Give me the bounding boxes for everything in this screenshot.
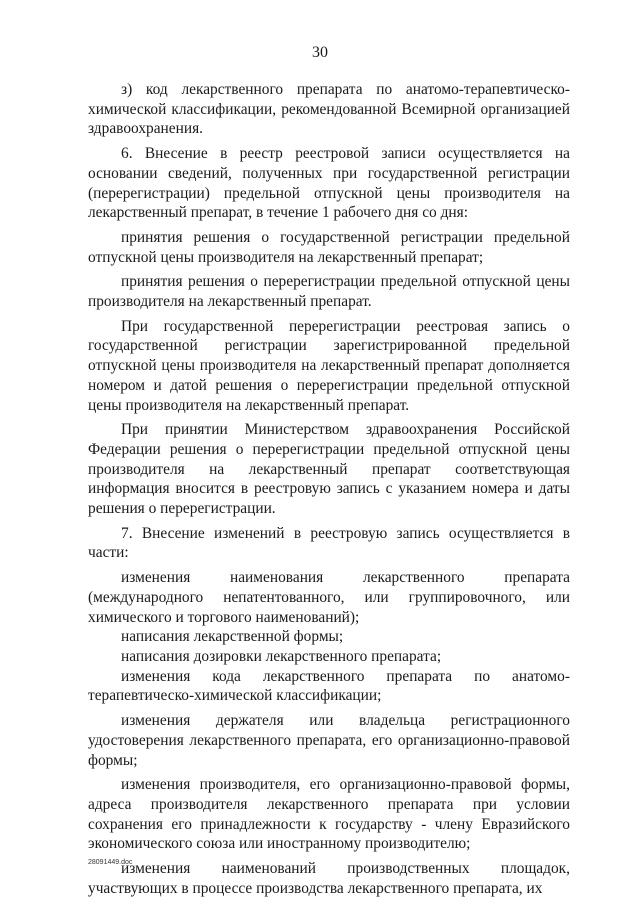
file-name-footer: 28091449.doc: [88, 859, 133, 866]
paragraph-ministry-decision: При принятии Министерством здравоохранения Российской Федерации решения о перерегистрации предельной отпускной цены производителя на лекарственный препарат соответствующая информация вносится в реестровую запись с указанием номера и даты решения о перерегистрации.: [88, 421, 570, 518]
paragraph-7-changes: 7. Внесение изменений в реестровую запись осуществляется в части:: [88, 524, 570, 562]
list-item-dosage: написания дозировки лекарственного препарата;: [121, 647, 442, 665]
paragraph-6-registry-entry: 6. Внесение в реестр реестровой записи осуществляется на основании сведений, полученных при государственной регистрации (перерегистрации) предельной отпускной цены производителя на лекарственный препарат, в течение 1 рабочего дня со дня:: [88, 145, 570, 222]
list-item-production-sites: изменения наименований производственных площадок, участвующих в процессе производства лекарственного препарата, их: [88, 860, 570, 897]
list-item-name-change: изменения наименования лекарственного препарата (международного непатентованного, или группировочного, или химического и торгового наименований);: [88, 569, 570, 626]
paragraph-reregistration-decision: принятия решения о перерегистрации предельной отпускной цены производителя на лекарственный препарат.: [88, 273, 570, 311]
page-number: 30: [312, 44, 328, 61]
document-body: [88, 80, 570, 898]
list-item-holder-change: изменения держателя или владельца регистрационного удостоверения лекарственного препарата, его организационно-правовой формы;: [88, 712, 570, 769]
paragraph-registration-decision: принятия решения о государственной регистрации предельной отпускной цены производителя на лекарственный препарат;: [88, 228, 570, 266]
list-item-dosage-form: написания лекарственной формы;: [121, 628, 344, 646]
list-item-manufacturer-change: изменения производителя, его организационно-правовой формы, адреса производителя лекарственного препарата при условии сохранения его принадлежности к государству - члену Евразийского экономического союза или иностранному производителю;: [88, 776, 570, 853]
paragraph-reregistration-record: При государственной перерегистрации реестровая запись о государственной регистрации зарегистрированной предельной отпускной цены производителя на лекарственный препарат дополняется номером и датой решения о перерегистрации предельной отпускной цены производителя на лекарственный препарат.: [88, 317, 570, 414]
list-item-atc-code-change: изменения кода лекарственного препарата по анатомо-терапевтическо-химической классификации;: [88, 667, 570, 705]
paragraph-z-atc-code: з) код лекарственного препарата по анатомо-терапевтическо-химической классификации, рекомендованной Всемирной организацией здравоохранения.: [88, 81, 570, 138]
